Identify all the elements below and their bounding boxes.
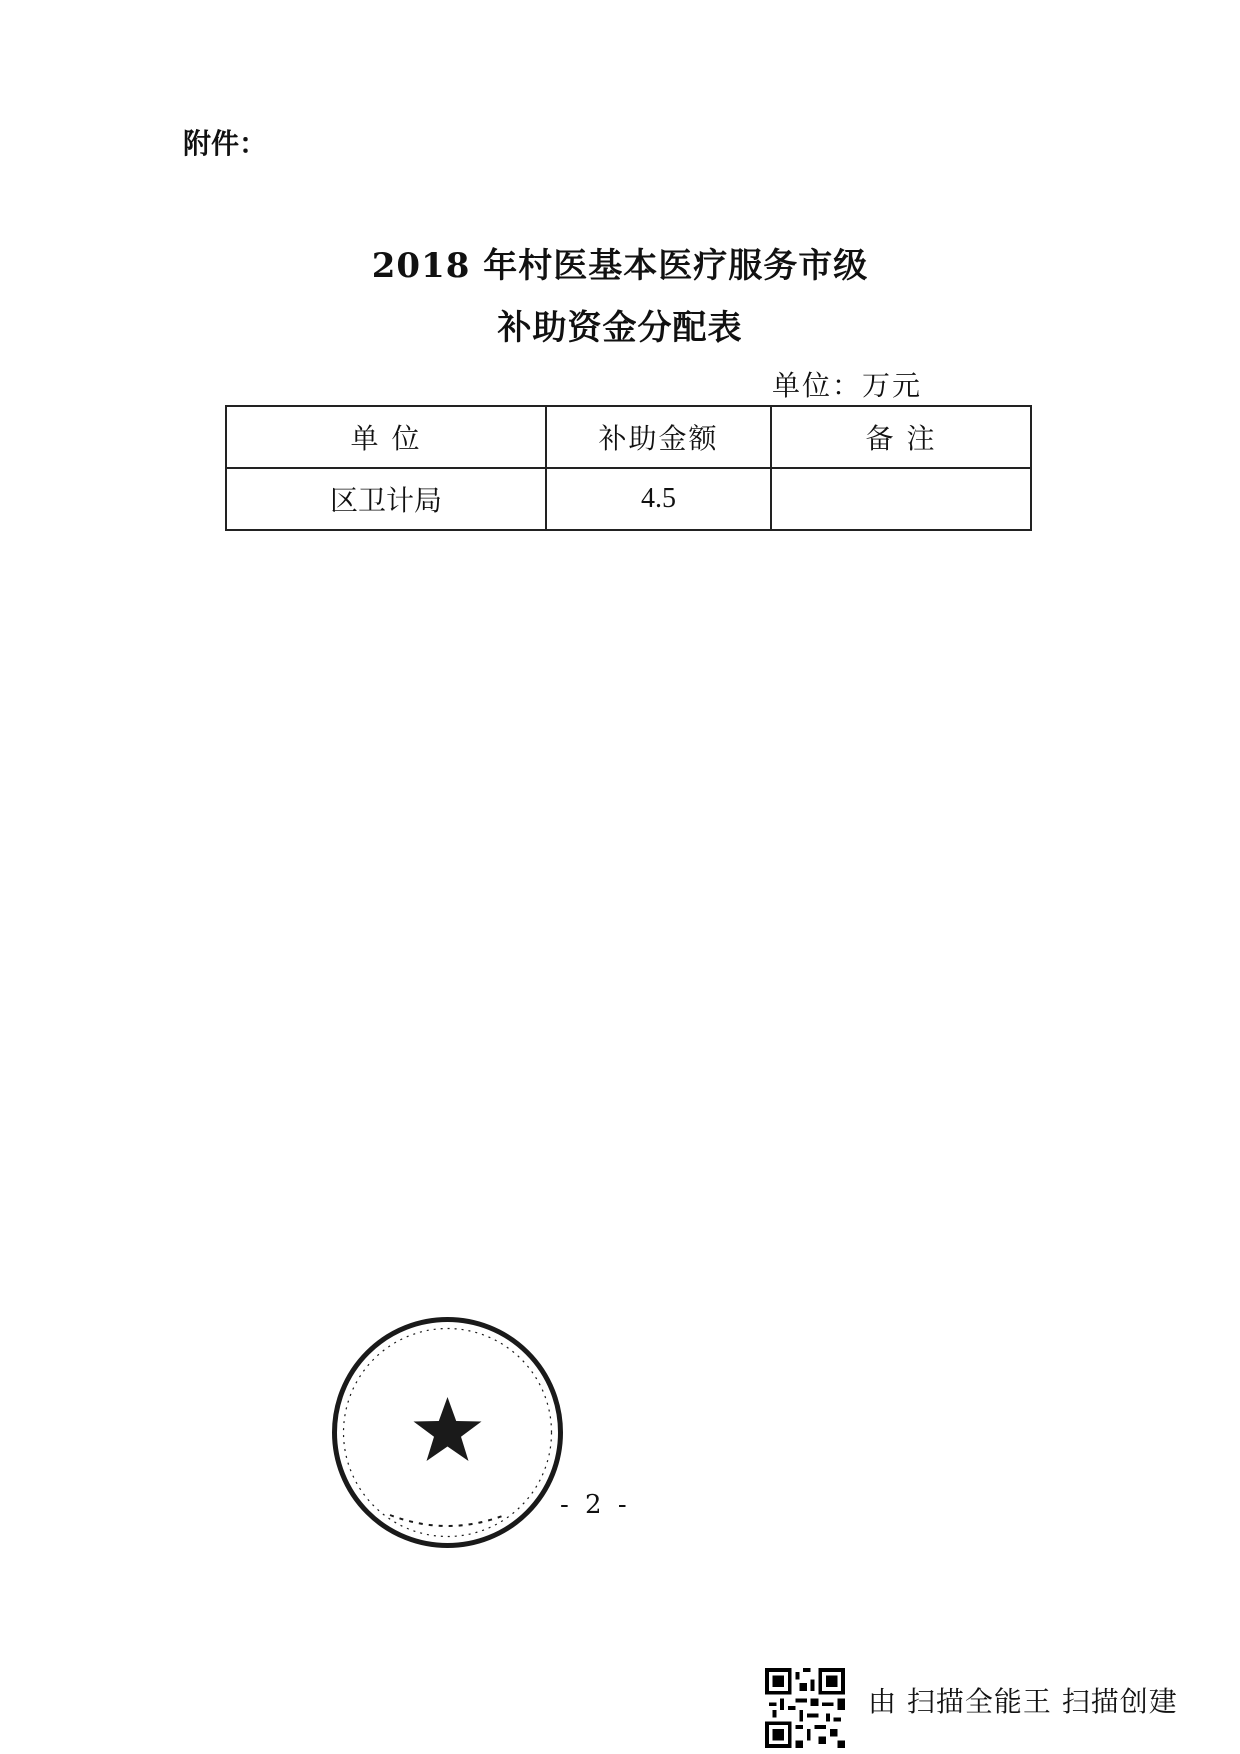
allocation-table <box>225 405 1032 531</box>
header-unit: 单 位 <box>226 406 546 468</box>
page-number: - 2 - <box>560 1490 631 1520</box>
cell-note <box>771 468 1031 530</box>
header-note: 备 注 <box>771 406 1031 468</box>
scan-credit: 由 扫描全能王 扫描创建 <box>868 1685 1178 1718</box>
table-header-row <box>226 406 1031 468</box>
cell-unit: 区卫计局 <box>226 468 546 530</box>
document-title-line1: 2018 年村医基本医疗服务市级 <box>371 246 869 286</box>
qr-code-icon <box>765 1668 845 1748</box>
header-amount: 补助金额 <box>546 406 771 468</box>
document-title-line2: 补助资金分配表 <box>497 308 743 348</box>
cell-amount: 4.5 <box>546 468 771 530</box>
table-row <box>226 468 1031 530</box>
unit-note: 单位：万元 <box>772 369 923 402</box>
attachment-label: 附件： <box>183 127 268 160</box>
official-seal <box>330 1315 565 1550</box>
star-icon <box>414 1397 482 1461</box>
